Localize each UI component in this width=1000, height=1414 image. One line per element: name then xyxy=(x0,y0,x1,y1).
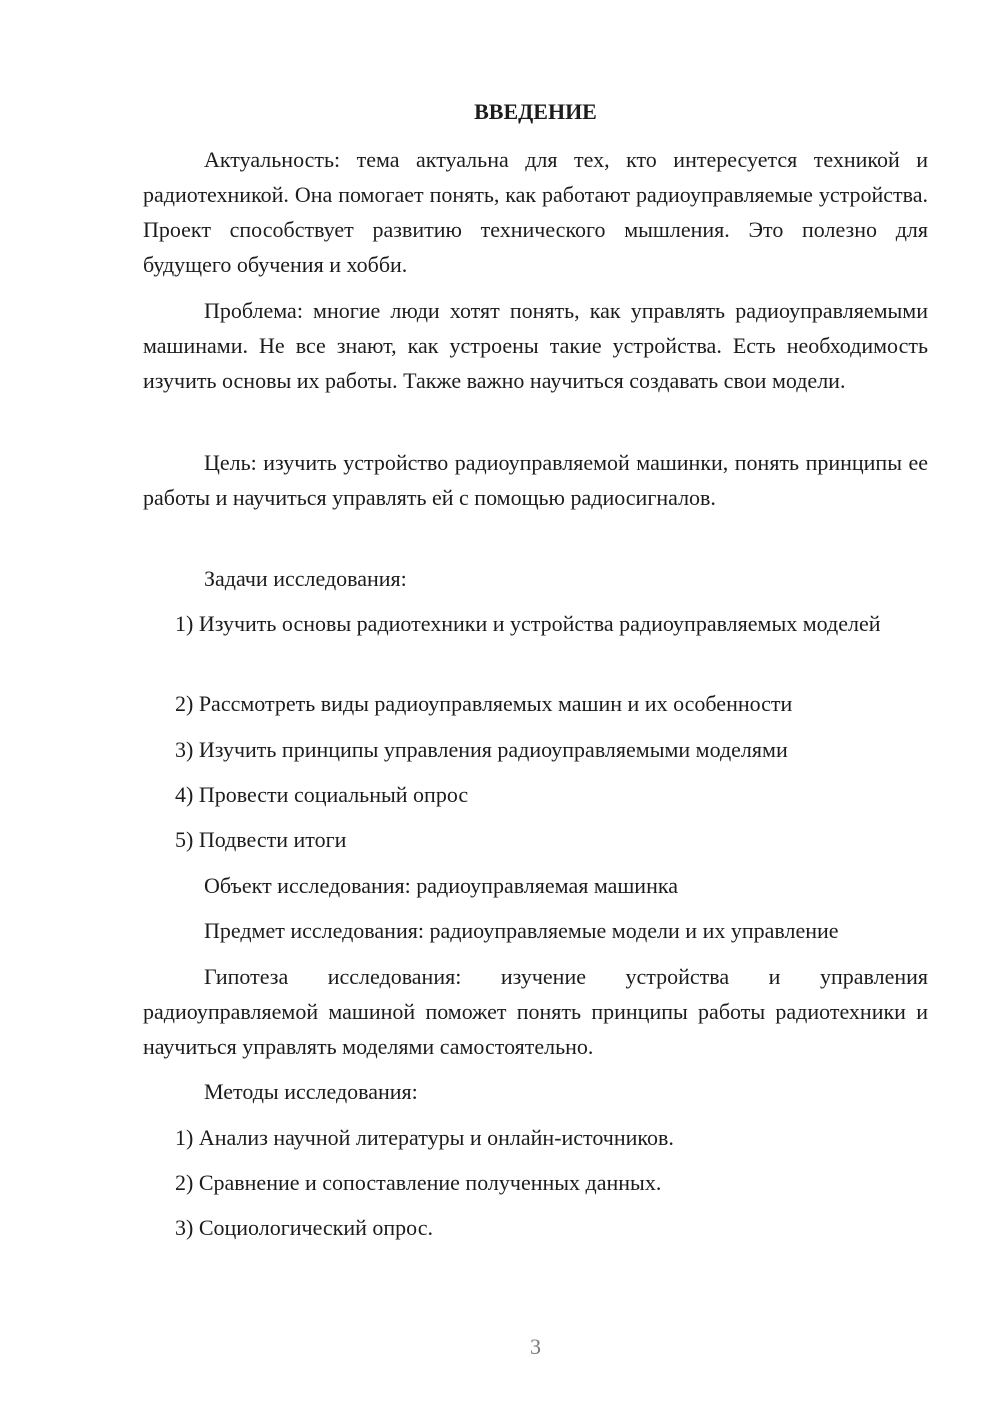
methods-title: Методы исследования: xyxy=(204,1079,418,1104)
task-item-4: 4) Провести социальный опрос xyxy=(175,782,469,807)
page-title: ВВЕДЕНИЕ xyxy=(474,99,597,124)
page-number: 3 xyxy=(530,1334,541,1359)
task-item-1: 1) Изучить основы радиотехники и устройства радиоуправляемых моделей xyxy=(175,611,881,636)
problem-paragraph: Проблема: многие люди хотят понять, как управлять радиоуправляемыми машинами. Не все знают, как устроены такие устройства. Есть необходимость изучить основы их работы. Также важно научиться создавать свои модели. xyxy=(143,298,928,393)
method-item-3: 3) Социологический опрос. xyxy=(175,1215,433,1240)
tasks-title: Задачи исследования: xyxy=(204,566,407,591)
method-item-1: 1) Анализ научной литературы и онлайн-источников. xyxy=(175,1125,674,1150)
relevance-paragraph: Актуальность: тема актуальна для тех, кто интересуется техникой и радиотехникой. Она помогает понять, как работают радиоуправляемые устройства. Проект способствует развитию технического мышления. Это полезно для будущего обучения и хобби. xyxy=(143,147,928,277)
task-item-2: 2) Рассмотреть виды радиоуправляемых машин и их особенности xyxy=(175,691,793,716)
research-object: Объект исследования: радиоуправляемая машинка xyxy=(204,873,678,898)
document-page xyxy=(143,0,928,1414)
hypothesis-paragraph: Гипотеза исследования: изучение устройства и управления радиоуправляемой машиной поможет понять принципы работы радиотехники и научиться управлять моделями самостоятельно. xyxy=(143,964,928,1059)
goal-paragraph: Цель: изучить устройство радиоуправляемой машинки, понять принципы ее работы и научиться управлять ей с помощью радиосигналов. xyxy=(143,450,928,510)
research-subject: Предмет исследования: радиоуправляемые модели и их управление xyxy=(204,918,839,943)
task-item-3: 3) Изучить принципы управления радиоуправляемыми моделями xyxy=(175,737,788,762)
method-item-2: 2) Сравнение и сопоставление полученных данных. xyxy=(175,1170,662,1195)
task-item-5: 5) Подвести итоги xyxy=(175,827,347,852)
